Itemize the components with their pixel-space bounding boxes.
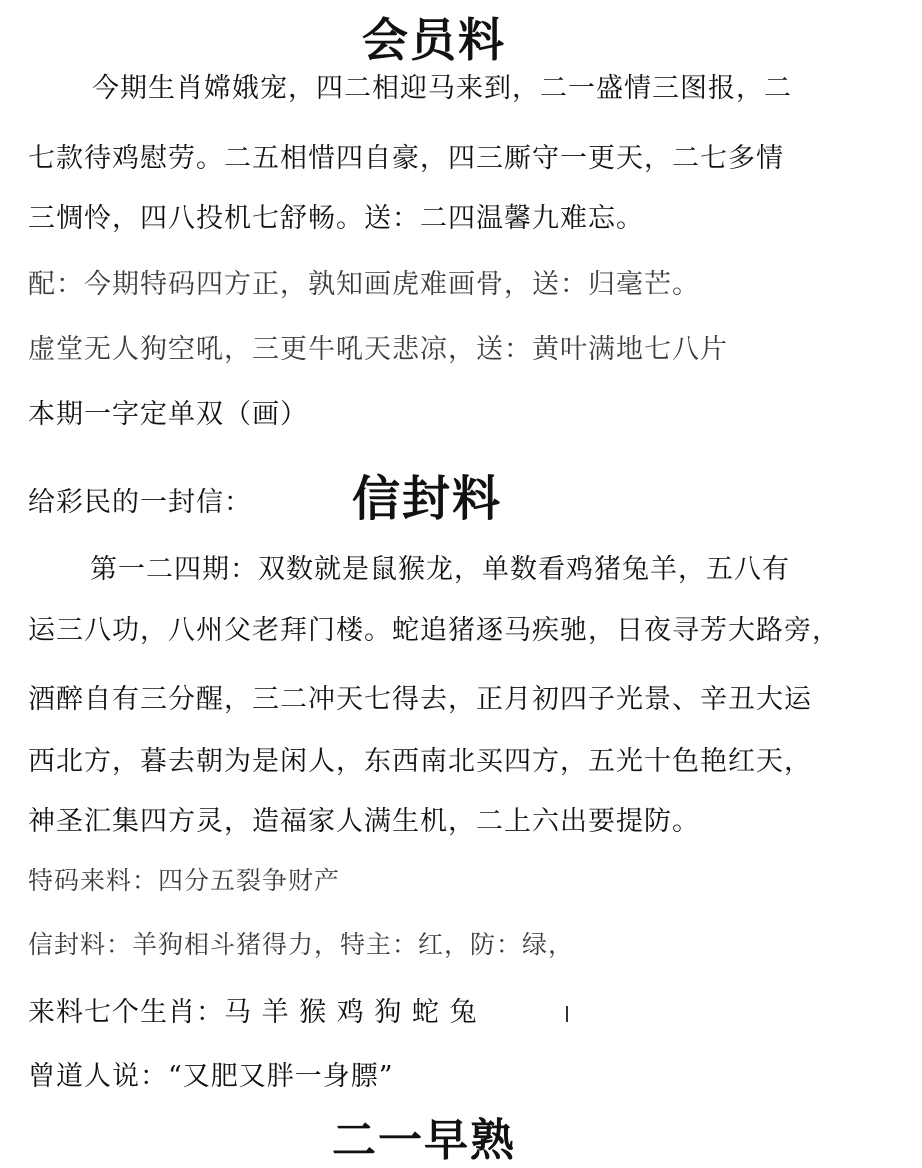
vertical-mark: [566, 1006, 568, 1022]
envelope-material-title: 信封料: [352, 471, 503, 527]
envelope-line-1: 第一二四期：双数就是鼠猴龙，单数看鸡猪兔羊，五八有: [90, 554, 790, 585]
envelope-line-3: 酒醉自有三分醒，三二冲天七得去，正月初四子光景、辛丑大运: [28, 684, 812, 715]
seven-zodiacs-line: 来料七个生肖：马 羊 猴 鸡 狗 蛇 兔: [28, 997, 478, 1028]
member-line-6: 本期一字定单双（画）: [28, 399, 308, 430]
member-line-2: 七款待鸡慰劳。二五相惜四自豪，四三厮守一更天，二七多情: [28, 143, 784, 174]
special-code-source: 特码来料：四分五裂争财产: [28, 866, 341, 895]
member-line-5: 虚堂无人狗空吼，三更牛吼天悲凉，送：黄叶满地七八片: [28, 334, 728, 365]
member-line-1: 今期生肖嫦娥宠，四二相迎马来到，二一盛情三图报，二: [92, 73, 792, 104]
taoist-says-line: 曾道人说：“又肥又胖一身膘”: [28, 1061, 394, 1092]
early-ripe-title: 二一早熟: [332, 1115, 516, 1166]
member-material-title: 会员料: [362, 13, 506, 67]
envelope-line-2: 运三八功，八州父老拜门楼。蛇追猪逐马疾驰，日夜寻芳大路旁，: [28, 615, 840, 646]
member-line-3: 三惆怜，四八投机七舒畅。送：二四温馨九难忘。: [28, 203, 644, 234]
letter-label: 给彩民的一封信：: [28, 487, 252, 518]
envelope-line-4: 西北方，暮去朝为是闲人，东西南北买四方，五光十色艳红天，: [28, 746, 812, 777]
envelope-line-5: 神圣汇集四方灵，造福家人满生机，二上六出要提防。: [28, 806, 700, 837]
envelope-material-line: 信封料：羊狗相斗猪得力，特主：红，防：绿，: [28, 930, 575, 959]
member-line-4: 配：今期特码四方正，孰知画虎难画骨，送：归毫芒。: [28, 269, 700, 300]
